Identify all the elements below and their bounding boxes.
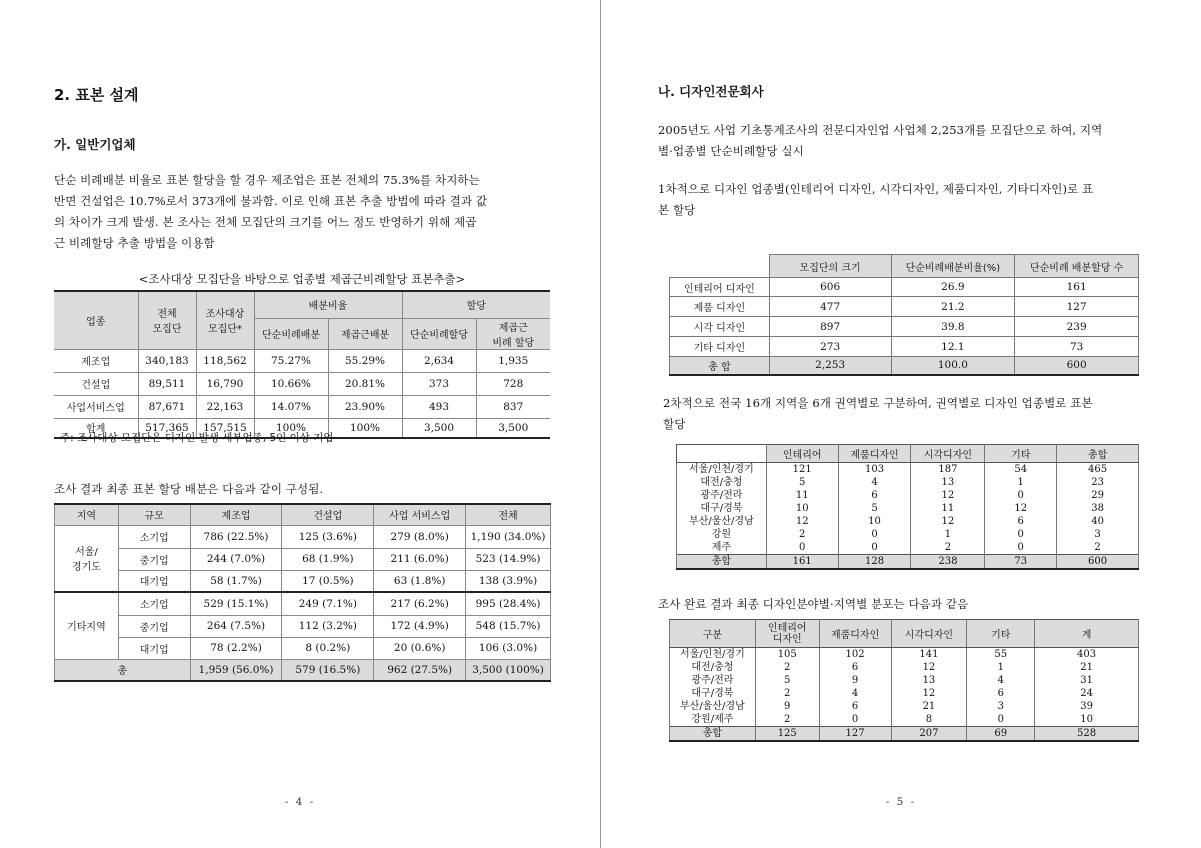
table-total-row: 총합 161 128 238 73 600 (677, 555, 1139, 570)
header-simple-ratio: 단순비례배분 (254, 318, 328, 349)
header-ratio: 배분비율 (254, 291, 402, 318)
table-row: 대구/경북 10 5 11 12 38 (677, 502, 1139, 515)
header-category: 구분 (670, 620, 756, 648)
region-allocation-table (676, 444, 1139, 570)
paragraph-line: 1차적으로 디자인 업종별(인테리어 디자인, 시각디자인, 제품디자인, 기타디자인)로 표 (658, 182, 1094, 196)
table-row: 제조업 340,183 118,562 75.27% 55.29% 2,634 1,935 (54, 349, 550, 372)
header-product: 제품디자인 (838, 445, 911, 463)
header-alloc: 할당 (402, 291, 550, 318)
table-row: 광주/전라 11 6 12 0 29 (677, 489, 1139, 502)
header-services: 사업 서비스업 (374, 504, 466, 525)
para2 (658, 179, 1153, 221)
header-pop-size: 모집단의 크기 (769, 255, 891, 278)
paragraph-line: 단순 비례배분 비율로 표본 할당을 할 경우 제조업은 표본 전체의 75.3%를 차지하는 (54, 173, 480, 187)
header-region: 지역 (55, 504, 119, 525)
final-distribution-table (669, 619, 1139, 742)
industry-allocation-table (669, 254, 1139, 376)
page-left (0, 0, 600, 848)
region-seoul: 서울/ 경기도 (55, 525, 119, 592)
page-right (601, 0, 1201, 848)
header-sqrt-ratio: 제곱근배분 (328, 318, 402, 349)
region-other: 기타지역 (55, 592, 119, 659)
intro2-paragraph: 조사 결과 최종 표본 할당 배분은 다음과 같이 구성됨. (54, 482, 324, 496)
table-row: 광주/전라 5 9 13 4 31 (670, 674, 1139, 687)
para1 (658, 120, 1153, 162)
header-survey-pop: 조사대상 모집단* (196, 291, 254, 349)
para4: 조사 완료 결과 최종 디자인분야별·지역별 분포는 다음과 같음 (658, 597, 969, 611)
paragraph-line: 의 차이가 크게 발생. 본 조사는 전체 모집단의 크기를 어느 정도 반영하기 위해 제곱 (54, 215, 477, 229)
header-other: 기타 (985, 445, 1057, 463)
header-mfg: 제조업 (190, 504, 282, 525)
sqrt-allocation-table (54, 290, 550, 439)
paragraph-line: 반면 건설업은 10.7%로서 373개에 불과함. 이로 인해 표본 추출 방법에 따라 결과 값 (54, 194, 488, 208)
table-row: 대전/충청 5 4 13 1 23 (677, 476, 1139, 489)
paragraph-line: 근 비례할당 추출 방법을 이용함 (54, 236, 215, 250)
table-row: 중기업 264 (7.5%) 112 (3.2%) 172 (4.9%) 548 (15.7%) (55, 615, 551, 637)
section-title: 2. 표본 설계 (54, 86, 139, 104)
table-row: 부산/울산/경남 12 10 12 6 40 (677, 515, 1139, 528)
table-row: 강원/제주 2 0 8 0 10 (670, 713, 1139, 727)
paragraph-line: 2차적으로 전국 16개 지역을 6개 권역별로 구분하여, 권역별로 디자인 업종별로 표본 (663, 396, 1093, 410)
table-row: 인테리어 디자인 606 26.9 161 (670, 278, 1139, 297)
table-total-row: 총합 125 127 207 69 528 (670, 727, 1139, 742)
table-row: 기타지역 소기업 529 (15.1%) 249 (7.1%) 217 (6.2%) 995 (28.4%) (55, 592, 551, 615)
table-row: 사업서비스업 87,671 22,163 14.07% 23.90% 493 837 (54, 395, 550, 418)
table1-note: 주: 조사대상 모집단은 디자인 발생 세부업종, 5인 이상 기업 (60, 432, 334, 444)
header-visual: 시각디자인 (891, 620, 967, 648)
header-size: 규모 (118, 504, 190, 525)
table-row: 서울/인천/경기 105 102 141 55 403 (670, 648, 1139, 662)
paragraph-line: 할당 (663, 417, 686, 431)
header-product: 제품디자인 (819, 620, 891, 648)
page-number: - 4 - (284, 796, 316, 808)
table1-caption: <조사대상 모집단을 바탕으로 업종별 제곱근비례할당 표본추출> (138, 272, 466, 286)
table-row: 서울/인천/경기 121 103 187 54 465 (677, 463, 1139, 477)
table-row: 기타 디자인 273 12.1 73 (670, 337, 1139, 357)
table-total-row: 총 1,959 (56.0%) 579 (16.5%) 962 (27.5%) 3,500 (100%) (55, 659, 551, 681)
table-row: 건설업 89,511 16,790 10.66% 20.81% 373 728 (54, 372, 550, 395)
para3 (663, 393, 1153, 435)
table-row: 강원 2 0 1 0 3 (677, 528, 1139, 541)
table-total-row: 총 합 2,253 100.0 600 (670, 357, 1139, 375)
table-row: 대기업 78 (2.2%) 8 (0.2%) 20 (0.6%) 106 (3.0%) (55, 637, 551, 659)
header-alloc: 단순비례 배분할당 수 (1015, 255, 1139, 278)
header-interior: 인테리어 (766, 445, 838, 463)
table-row: 대구/경북 2 4 12 6 24 (670, 687, 1139, 700)
paragraph-line: 본 할당 (658, 203, 696, 217)
header-other: 기타 (967, 620, 1035, 648)
header-industry: 업종 (54, 291, 138, 349)
table-row: 시각 디자인 897 39.8 239 (670, 317, 1139, 337)
header-ratio: 단순비례배분비율(%) (891, 255, 1015, 278)
table-row: 합계 517,365 157,515 100% 100% 3,500 3,500 (54, 418, 550, 438)
page-number: - 5 - (885, 796, 917, 808)
header-simple-alloc: 단순비례할당 (402, 318, 476, 349)
table-row: 제주 0 0 2 0 2 (677, 541, 1139, 555)
subsection-title: 가. 일반기업체 (54, 137, 136, 152)
paragraph-line: 별·업종별 단순비례할당 실시 (658, 144, 804, 158)
header-total: 계 (1035, 620, 1139, 648)
header-total: 총합 (1057, 445, 1139, 463)
paragraph-line: 2005년도 사업 기초통계조사의 전문디자인업 사업체 2,253개를 모집단으로 하여, 지역 (658, 123, 1103, 137)
header-total: 전체 (466, 504, 551, 525)
subsection-title: 나. 디자인전문회사 (658, 84, 764, 99)
header-visual: 시각디자인 (911, 445, 985, 463)
table-row: 중기업 244 (7.0%) 68 (1.9%) 211 (6.0%) 523 (14.9%) (55, 548, 551, 570)
table-row: 대전/충청 2 6 12 1 21 (670, 661, 1139, 674)
table-row: 대기업 58 (1.7%) 17 (0.5%) 63 (1.8%) 138 (3.9%) (55, 570, 551, 592)
table-row: 부산/울산/경남 9 6 21 3 39 (670, 700, 1139, 713)
header-total-pop: 전체 모집단 (138, 291, 196, 349)
intro-paragraph (54, 170, 554, 254)
final-allocation-table (54, 503, 551, 682)
header-interior: 인테리어 디자인 (755, 620, 819, 648)
header-sqrt-alloc: 제곱근 비례 할당 (476, 318, 550, 349)
header-construction: 건설업 (282, 504, 374, 525)
table-row: 제품 디자인 477 21.2 127 (670, 297, 1139, 317)
table-row: 서울/ 경기도 소기업 786 (22.5%) 125 (3.6%) 279 (8.0%) 1,190 (34.0%) (55, 525, 551, 548)
